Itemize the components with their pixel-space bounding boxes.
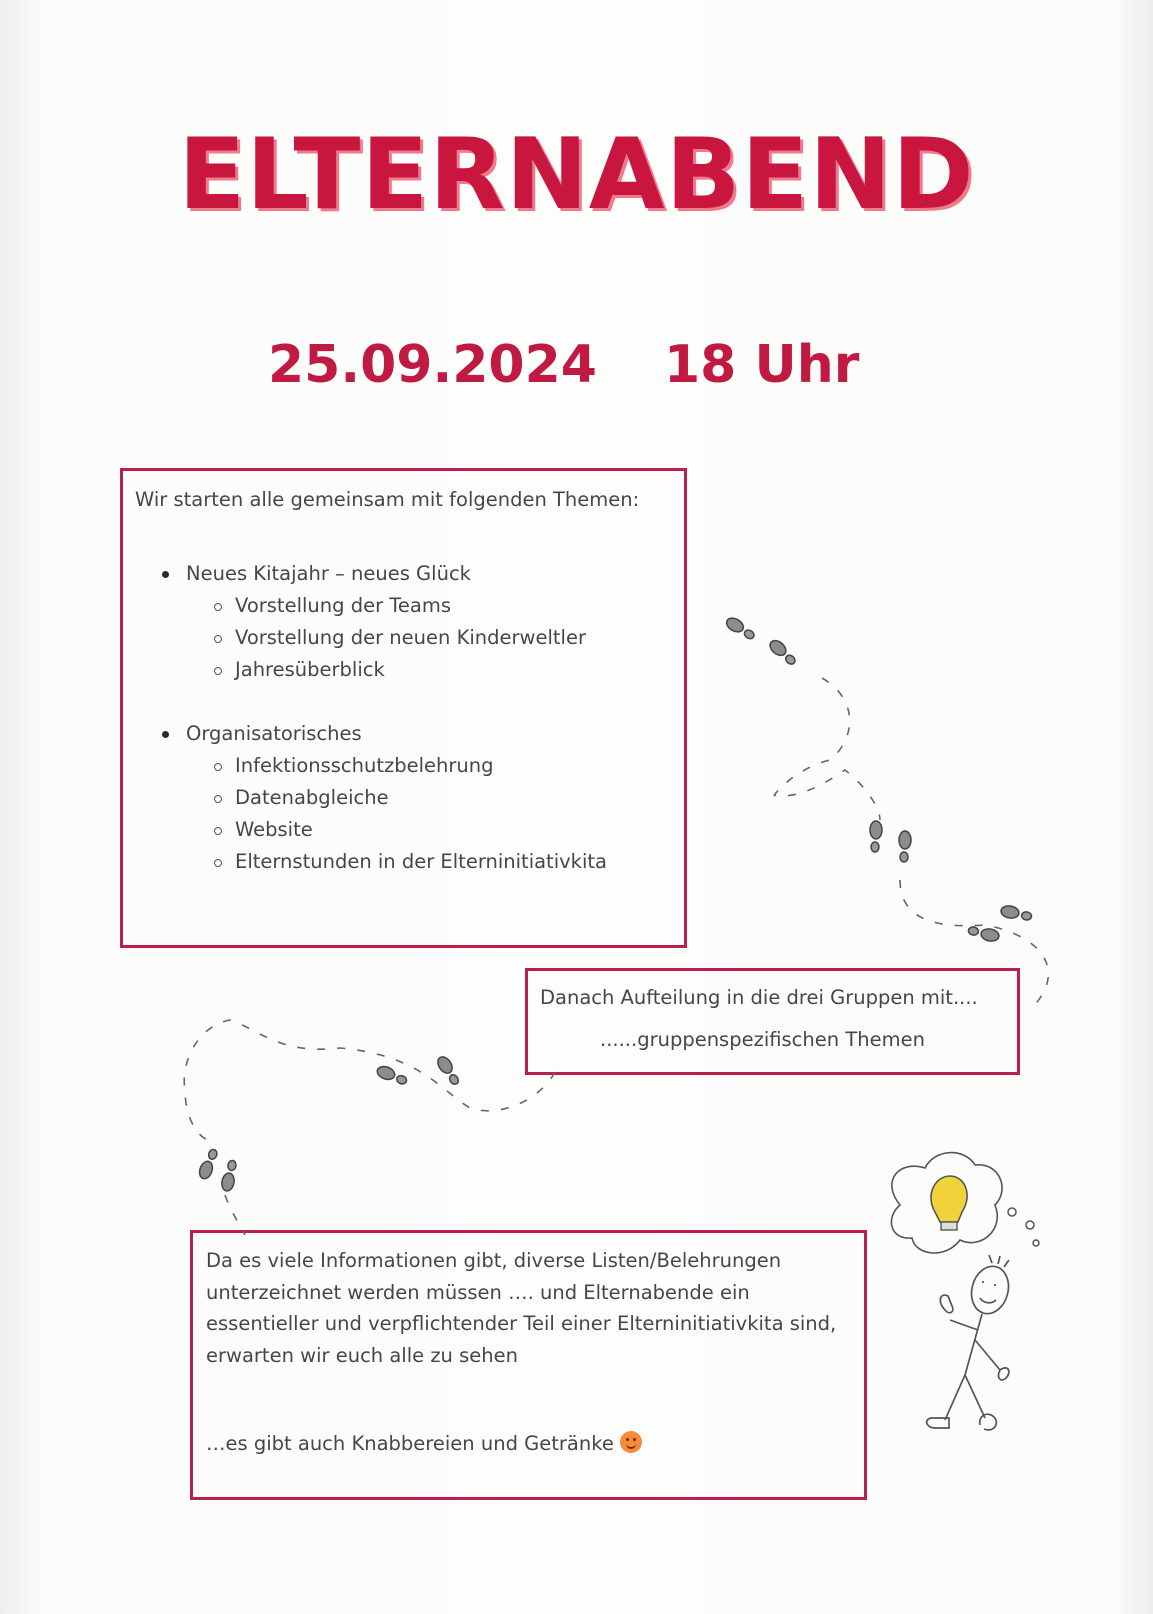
circle-bullet-icon <box>214 859 222 867</box>
groups-line-1: Danach Aufteilung in die drei Gruppen mit.... <box>540 986 978 1009</box>
smiley-icon <box>620 1431 642 1453</box>
lightbulb-icon <box>891 1153 1039 1253</box>
stick-figure-icon <box>927 1255 1014 1430</box>
agenda-intro: Wir starten alle gemeinsam mit folgenden Themen: <box>135 488 640 511</box>
agenda-subitem: Vorstellung der neuen Kinderweltler <box>186 622 672 654</box>
agenda-item-label: Neues Kitajahr – neues Glück <box>186 562 471 585</box>
notice-text: Da es viele Informationen gibt, diverse Listen/Belehrungen unterzeichnet werden müssen …. und Elternabende ein essentieller und verpflichtender Teil einer Elterninitiativkita sind, erwarten wir euch alle zu sehen <box>206 1249 837 1367</box>
agenda-item-label: Organisatorisches <box>186 722 362 745</box>
agenda-subitem: Jahresüberblick <box>186 654 672 686</box>
circle-bullet-icon <box>214 667 222 675</box>
agenda-subitem: Datenabgleiche <box>186 782 672 814</box>
bullet-icon <box>162 731 169 738</box>
agenda-list <box>135 558 672 878</box>
notice-box <box>190 1230 867 1500</box>
agenda-subitem: Vorstellung der Teams <box>186 590 672 622</box>
circle-bullet-icon <box>214 763 222 771</box>
agenda-sublist <box>186 590 672 686</box>
agenda-subitem: Infektionsschutzbelehrung <box>186 750 672 782</box>
groups-line-2: ......gruppenspezifischen Themen <box>600 1028 925 1051</box>
notice-closing: …es gibt auch Knabbereien und Getränke <box>206 1429 851 1459</box>
page-title: ELTERNABEND <box>178 118 975 232</box>
agenda-subitem: Website <box>186 814 672 846</box>
agenda-subitem: Elternstunden in der Elterninitiativkita <box>186 846 672 878</box>
event-time: 18 Uhr <box>664 335 860 395</box>
event-date: 25.09.2024 <box>268 335 597 395</box>
groups-box <box>525 968 1020 1075</box>
circle-bullet-icon <box>214 827 222 835</box>
agenda-item <box>135 718 672 878</box>
agenda-box <box>120 468 687 948</box>
circle-bullet-icon <box>214 795 222 803</box>
agenda-sublist <box>186 750 672 878</box>
circle-bullet-icon <box>214 635 222 643</box>
bullet-icon <box>162 571 169 578</box>
agenda-item <box>135 558 672 686</box>
circle-bullet-icon <box>214 603 222 611</box>
